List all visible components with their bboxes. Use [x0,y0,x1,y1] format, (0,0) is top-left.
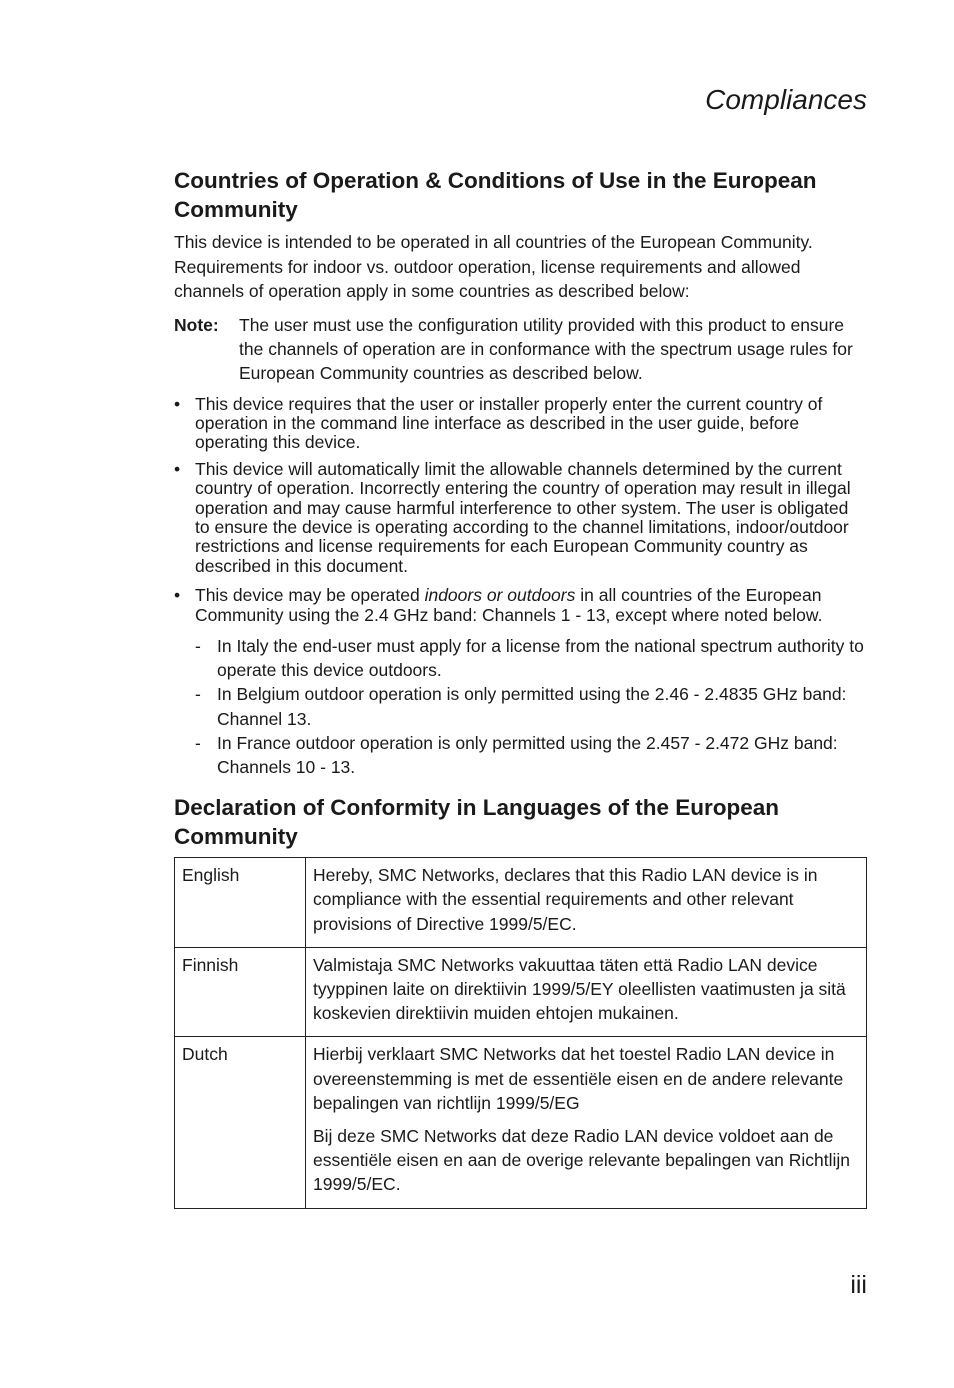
language-cell: Finnish [175,947,306,1037]
declaration-cell: Hereby, SMC Networks, declares that this Radio LAN device is in compliance with the essential requirements and other relevant provisions of Directive 1999/5/EC. [306,858,867,948]
page-content [174,166,867,1209]
language-cell: Dutch [175,1037,306,1208]
note-text: The user must use the configuration utility provided with this product to ensure the channels of operation are in conformance with the spectrum usage rules for European Community countries as described below. [239,314,853,383]
declaration-cell: Valmistaja SMC Networks vakuuttaa täten että Radio LAN device tyyppinen laite on direktiivin 1999/5/EY oleellisten vaatimusten ja sitä koskevien direktiivin muiden ehtojen mukainen. [306,947,867,1037]
note-label: Note: [174,314,219,335]
list-item-text: This device will automatically limit the allowable channels determined by the current country of operation. Incorrectly entering the country of operation may result in illegal operation and may cause harmful interference to other system. The user is obligated to ensure the device is operating according to the channel limitations, indoor/outdoor restrictions and license requirements for each European Community country as described in this document. [195,458,851,576]
declaration-paragraph: Hierbij verklaart SMC Networks dat het toestel Radio LAN device in overeenstemming is met de essentiële eisen en de andere relevante bepalingen van richtlijn 1999/5/EG [313,1044,844,1113]
running-header-title: Compliances [705,84,867,115]
note-block [174,313,867,385]
section-heading-declaration: Declaration of Conformity in Languages of the European Community [174,795,780,850]
table-row [175,858,867,948]
list-item-text: This device requires that the user or installer properly enter the current country of operation in the command line interface as described in the user guide, before operating this device. [195,393,823,453]
country-exceptions-list [195,634,867,779]
dash-icon: - [195,732,201,753]
list-item-text-start: This device may be operated [195,585,425,606]
table-row [175,947,867,1037]
sub-list-item [195,731,867,779]
section-heading-countries: Countries of Operation & Conditions of Use in the European Community [174,168,817,222]
sub-list-item [195,682,867,730]
sub-list-item-text: In Italy the end-user must apply for a license from the national spectrum authority to operate this device outdoors. [217,635,864,681]
declaration-paragraph: Bij deze SMC Networks dat deze Radio LAN device voldoet aan de essentiële eisen en aan de overige relevante bepalingen van Richtlijn 1999/5/EC. [313,1126,851,1195]
list-item-text-end: in all countries of the European Community using the 2.4 GHz band: Channels 1 - 13, except where noted below. [195,585,823,625]
list-item [174,395,867,453]
sub-list-item-text: In France outdoor operation is only permitted using the 2.457 - 2.472 GHz band: Channels 10 - 13. [217,732,838,777]
table-row [175,1037,867,1208]
list-item-emphasis: indoors or outdoors [424,585,576,606]
conditions-list [174,395,867,780]
dash-icon: - [195,684,201,705]
bullet-icon: • [174,393,181,414]
language-cell: English [175,858,306,948]
bullet-icon: • [174,585,181,606]
intro-paragraph: This device is intended to be operated in all countries of the European Community. Requirements for indoor vs. outdoor operation, license requirements and allowed channels of operation apply in some countries as described below: [174,232,813,301]
dash-icon: - [195,635,201,656]
list-item [174,586,867,779]
declaration-table [174,857,867,1208]
sub-list-item [195,634,867,682]
page-number: iii [850,1271,867,1299]
bullet-icon: • [174,458,181,479]
declaration-cell [306,1037,867,1208]
sub-list-item-text: In Belgium outdoor operation is only permitted using the 2.46 - 2.4835 GHz band: Channel 13. [217,684,847,729]
list-item [174,460,867,576]
